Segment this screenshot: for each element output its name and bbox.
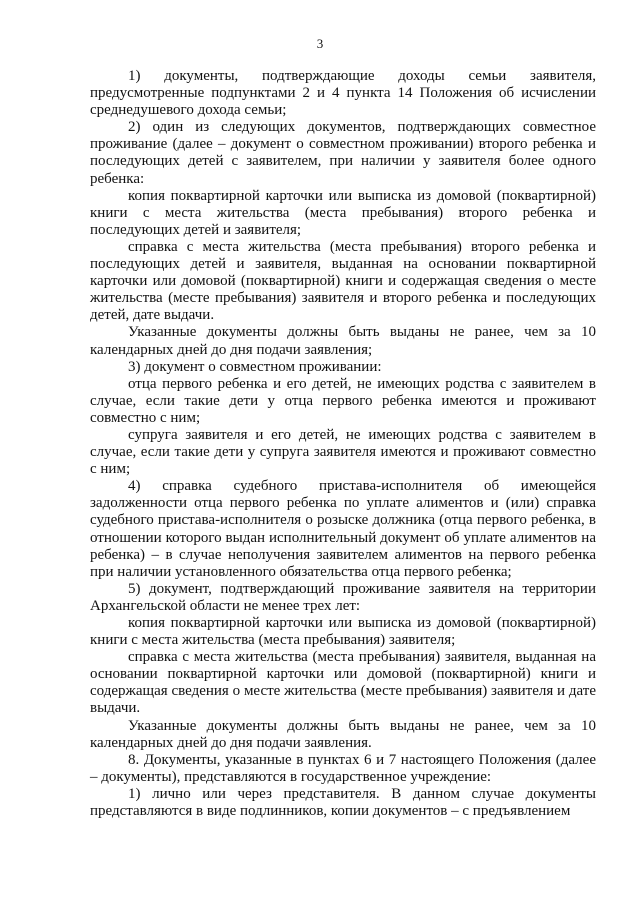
paragraph: копия поквартирной карточки или выписка из домовой (поквартирной) книги с места жительства (места пребывания) второго ребенка и последующих детей и заявителя; <box>90 187 596 238</box>
paragraph: справка с места жительства (места пребывания) второго ребенка и последующих детей и заявителя, выданная на основании поквартирной карточки или домовой (поквартирной) книги и содержащая сведения о месте жительства (месте пребывания) заявителя и второго ребенка и последующих детей, дате выдачи. <box>90 238 596 324</box>
document-body <box>90 68 596 820</box>
paragraph: 1) лично или через представителя. В данном случае документы представляются в виде подлинников, копии документов – с предъявлением <box>90 785 596 820</box>
paragraph: 5) документ, подтверждающий проживание заявителя на территории Архангельской области не менее трех лет: <box>90 580 596 614</box>
paragraph: справка с места жительства (места пребывания) заявителя, выданная на основании поквартирной карточки или домовой (поквартирной) книги и содержащая сведения о месте жительства (месте пребывания) заявителя и дате выдачи. <box>90 649 596 717</box>
paragraph: супруга заявителя и его детей, не имеющих родства с заявителем в случае, если такие дети у супруга заявителя имеются и проживают совместно с ним; <box>90 426 596 478</box>
paragraph: отца первого ребенка и его детей, не имеющих родства с заявителем в случае, если такие дети у отца первого ребенка имеются и проживают совместно с ним; <box>90 375 596 426</box>
paragraph: 4) справка судебного пристава-исполнителя об имеющейся задолженности отца первого ребенка по уплате алиментов и (или) справка судебного пристава-исполнителя о розыске должника (отца первого ребенка, в отношении которого выдан исполнительный документ об уплате алиментов на ребенка) – в случае неполучения заявителем алиментов на первого ребенка при наличии установленного обязательства отца первого ребенка; <box>90 478 596 580</box>
page-number: 3 <box>316 36 324 51</box>
paragraph: 3) документ о совместном проживании: <box>128 358 382 375</box>
paragraph: 2) один из следующих документов, подтверждающих совместное проживание (далее – документ о совместном проживании) второго ребенка и последующих детей с заявителем, при наличии у заявителя более одного ребенка: <box>90 119 596 187</box>
paragraph: 8. Документы, указанные в пунктах 6 и 7 настоящего Положения (далее – документы), представляются в государственное учреждение: <box>90 751 596 785</box>
paragraph: Указанные документы должны быть выданы не ранее, чем за 10 календарных дней до дня подачи заявления; <box>90 324 596 358</box>
paragraph: 1) документы, подтверждающие доходы семьи заявителя, предусмотренные подпунктами 2 и 4 пункта 14 Положения об исчислении среднедушевого дохода семьи; <box>90 68 596 119</box>
paragraph: Указанные документы должны быть выданы не ранее, чем за 10 календарных дней до дня подачи заявления. <box>90 717 596 751</box>
paragraph: копия поквартирной карточки или выписка из домовой (поквартирной) книги с места жительства (места пребывания) заявителя; <box>90 615 596 649</box>
